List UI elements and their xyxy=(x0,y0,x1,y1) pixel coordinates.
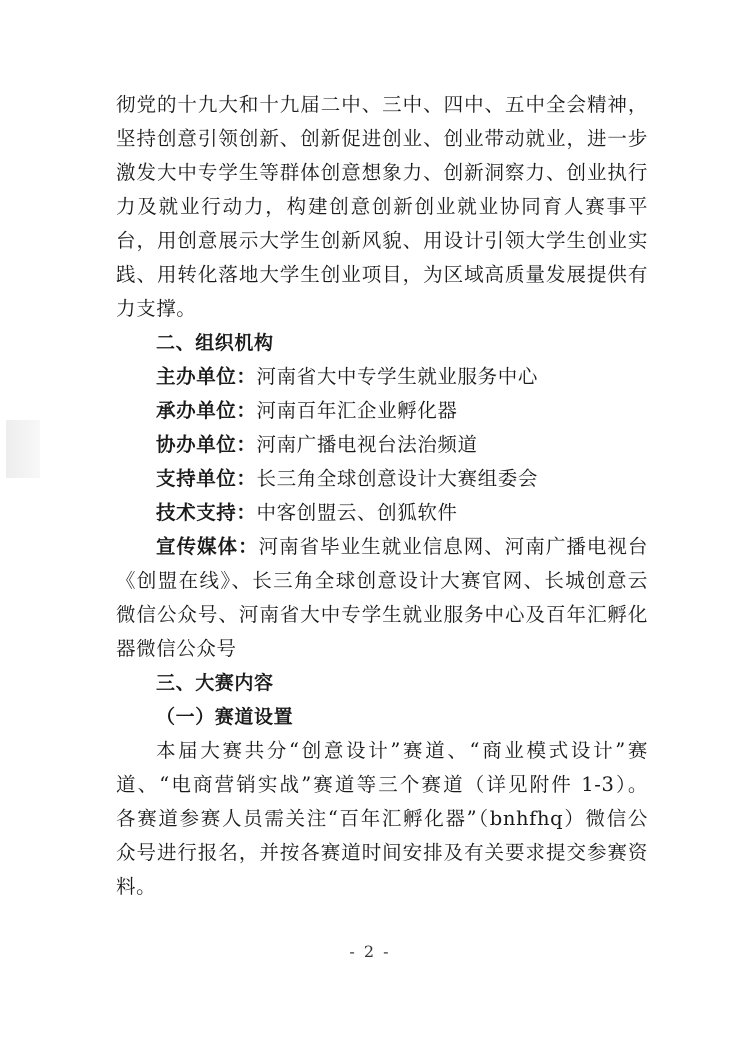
subsection-heading-tracks: （一）赛道设置 xyxy=(156,706,294,728)
org-value: 中客创盟云、创狐软件 xyxy=(256,501,458,524)
paragraph-line: 微信公众号、河南省大中专学生就业服务中心及百年汇孵化 xyxy=(116,603,648,626)
paragraph-line: 《创盟在线》、长三角全球创意设计大赛官网、长城创意云 xyxy=(116,569,648,592)
org-label: 技术支持： xyxy=(156,501,257,524)
paragraph-line: 践、用转化落地大学生创业项目，为区域高质量发展提供有 xyxy=(116,263,648,286)
paragraph-line: 力及就业行动力，构建创意创新创业就业协同育人赛事平 xyxy=(116,195,648,218)
org-label: 宣传媒体： xyxy=(156,535,259,558)
intro-paragraph xyxy=(116,88,648,326)
paragraph-line: 器微信公众号 xyxy=(116,637,237,660)
org-label: 主办单位： xyxy=(156,365,257,388)
paragraph-line: 坚持创意引领创新、创新促进创业、创业带动就业，进一步 xyxy=(116,127,648,150)
paragraph-line: 众号进行报名，并按各赛道时间安排及有关要求提交参赛资 xyxy=(116,841,648,864)
org-row-media xyxy=(116,530,648,666)
paragraph-line: 道、“电商营销实战”赛道等三个赛道（详见附件 1-3）。 xyxy=(116,773,648,796)
org-label: 承办单位： xyxy=(156,399,257,422)
org-value: 河南百年汇企业孵化器 xyxy=(256,399,458,422)
paragraph-line xyxy=(116,530,648,564)
paragraph-line: 彻党的十九大和十九届二中、三中、四中、五中全会精神， xyxy=(116,93,648,116)
paragraph-line: 台，用创意展示大学生创新风貌、用设计引领大学生创业实 xyxy=(116,229,648,252)
org-label: 支持单位： xyxy=(156,467,257,490)
paragraph-line: 力支撑。 xyxy=(116,297,197,320)
page-number: - 2 - xyxy=(349,942,391,961)
org-label: 协办单位： xyxy=(156,433,257,456)
paragraph-line: 料。 xyxy=(116,875,157,898)
org-value: 河南省毕业生就业信息网、河南广播电视台 xyxy=(258,535,648,558)
paragraph-line: 本届大赛共分“创意设计”赛道、“商业模式设计”赛 xyxy=(156,739,648,762)
org-row-supporter xyxy=(116,462,648,496)
tracks-paragraph xyxy=(116,734,648,904)
org-row-organizer xyxy=(116,394,648,428)
document-body xyxy=(116,88,648,904)
section-heading-organization: 二、组织机构 xyxy=(156,332,274,354)
paragraph-line: 各赛道参赛人员需关注“百年汇孵化器”（bnhfhq）微信公 xyxy=(116,807,648,830)
org-value: 河南广播电视台法治频道 xyxy=(256,433,478,456)
paragraph-line: 激发大中专学生等群体创意想象力、创新洞察力、创业执行 xyxy=(116,161,648,184)
org-row-co-organizer xyxy=(116,428,648,462)
section-heading-content: 三、大赛内容 xyxy=(156,672,274,694)
org-row-tech xyxy=(116,496,648,530)
scan-artifact xyxy=(6,420,40,478)
org-value: 长三角全球创意设计大赛组委会 xyxy=(256,467,538,490)
org-value: 河南省大中专学生就业服务中心 xyxy=(256,365,538,388)
org-row-host xyxy=(116,360,648,394)
